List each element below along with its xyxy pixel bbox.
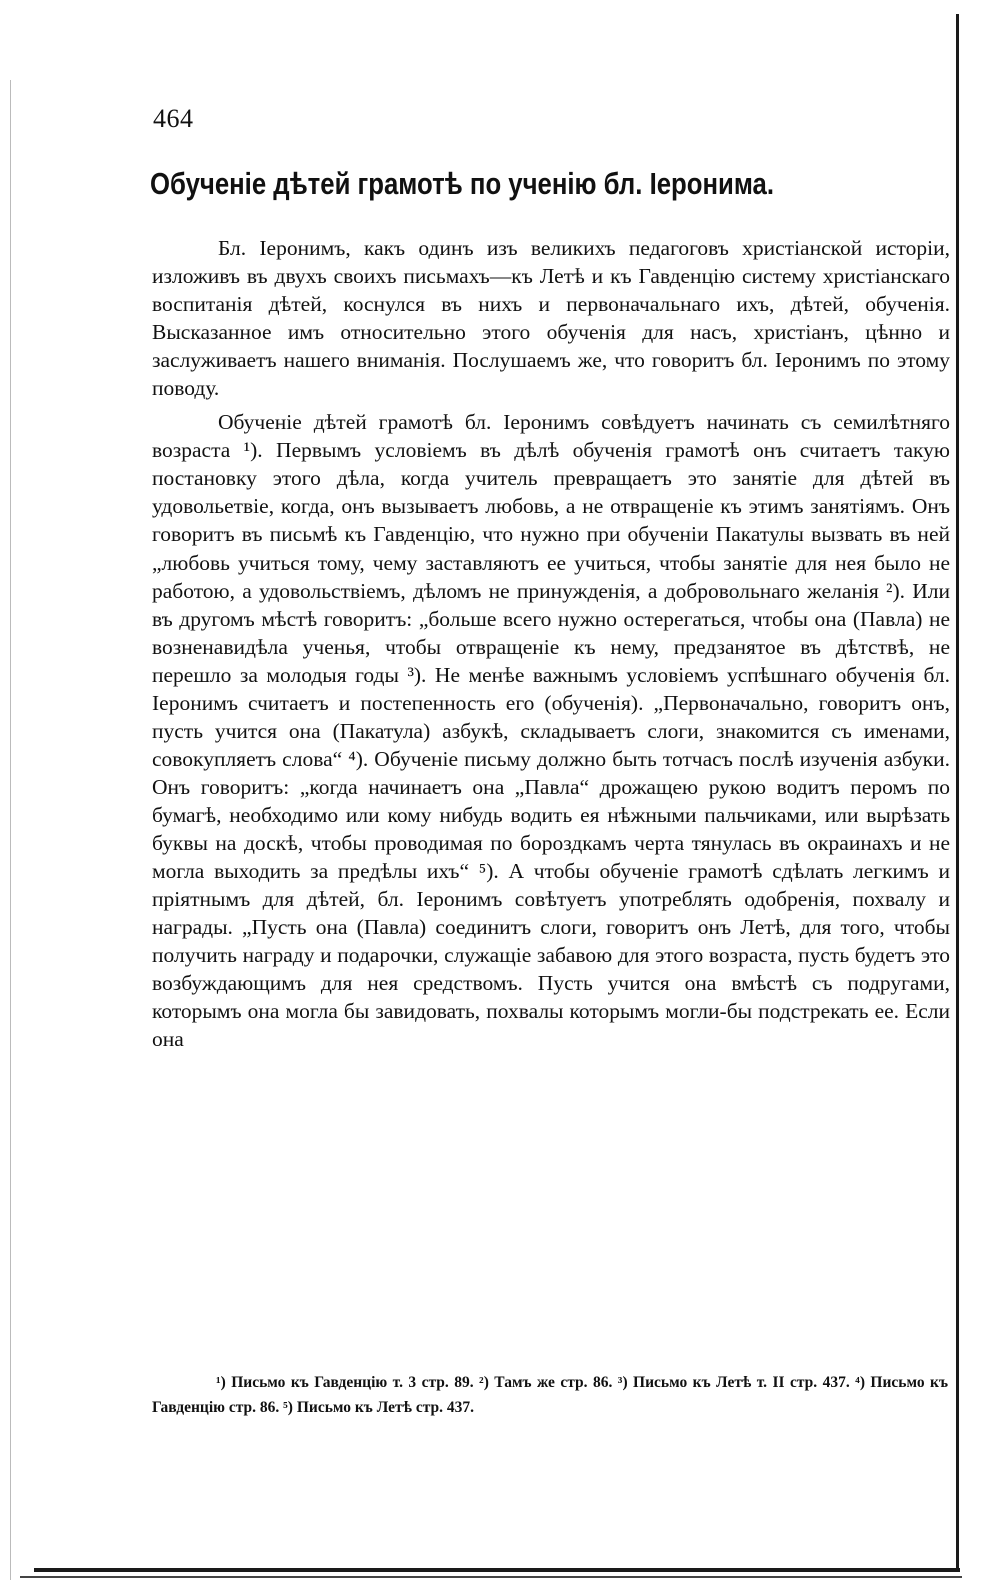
paragraph-main: Обученіе дѣтей грамотѣ бл. Іеронимъ совѣдуетъ начинать съ семилѣтняго возраста ¹). Первымъ условіемъ въ дѣлѣ обученія грамотѣ онъ считаетъ такую постановку этого дѣла, когда учитель превращаетъ это занятіе для дѣтей въ удовольетвіе, когда, онъ вызываетъ любовь, а не отвращеніе къ этимъ занятіямъ. Онъ говоритъ въ письмѣ къ Гавденцію, что нужно при обученіи Пакатулы вызвать въ ней „любовь учиться тому, чему заставляютъ ее учиться, чтобы занятіе для нея было не работою, а удовольствіемъ, дѣломъ не принужденія, а добровольнаго желанія ²). Или въ другомъ мѣстѣ говоритъ: „больше всего нужно остерегаться, чтобы она (Павла) не возненавидѣла ученья, чтобы отвращеніе къ нему, предзанятое въ дѣтствѣ, не перешло за молодыя годы ³). Не менѣе важнымъ условіемъ успѣшнаго обученія бл. Іеронимъ считаетъ и постепенность его (обученія). „Первоначально, говоритъ онъ, пусть учится она (Пакатула) азбукѣ, складываетъ слоги, знакомится съ именами, совокупляетъ слова“ ⁴). Обученіе письму должно быть тотчасъ послѣ изученія азбуки. Онъ говоритъ: „когда начинаетъ она „Павла“ дрожащею рукою водитъ перомъ по бумагѣ, необходимо или кому нибудь водить ея нѣжными пальчиками, или вырѣзать буквы на доскѣ, чтобы проводимая по бороздкамъ черта тянулась въ окраинахъ и не могла выходить за предѣлы ихъ“ ⁵). А чтобы обученіе грамотѣ сдѣлать легкимъ и пріятнымъ для дѣтей, бл. Іеронимъ совѣтуетъ употреблять одобренія, похвалу и награды. „Пусть она (Павла) соединитъ слоги, говоритъ онъ Летѣ, для того, чтобы получить награду и подарочки, служащіе забавою для этого возраста, пусть будетъ это возбуждающимъ для нея средствомъ. Пусть учится она вмѣстѣ съ подругами, которымъ она могла бы завидовать, похвалы которымъ могли-бы подстрекать ее. Если она [152,410,950,1052]
scan-frame-right-border [956,14,959,1570]
page-title: Обученіе дѣтей грамотѣ по ученію бл. Іеронима. [150,166,774,201]
scan-frame-bottom-border-secondary [20,1576,962,1578]
scan-frame-bottom-border [34,1568,960,1572]
page-number: 464 [153,104,194,133]
footnote-divider [160,1349,950,1350]
body-text [152,234,950,1053]
footnotes: ¹) Письмо къ Гавденцію т. 3 стр. 89. ²) Тамъ же стр. 86. ³) Письмо къ Летѣ т. II стр. 437. ⁴) Письмо къ Гавденцію стр. 86. ⁵) Письмо къ Летѣ стр. 437. [152,1374,948,1416]
paragraph-intro: Бл. Іеронимъ, какъ одинъ изъ великихъ педагоговъ христіанской исторіи, изложивъ въ двухъ своихъ письмахъ—къ Летѣ и къ Гавденцію систему христіанскаго воспитанія дѣтей, коснулся въ нихъ и первоначальнаго ихъ, дѣтей, обученія. Высказанное имъ относительно этого обученія для насъ, христіанъ, цѣнно и заслуживаетъ нашего вниманія. Послушаемъ же, что говоритъ бл. Іеронимъ по этому поводу. [152,236,950,401]
scan-edge-left [10,80,11,1580]
